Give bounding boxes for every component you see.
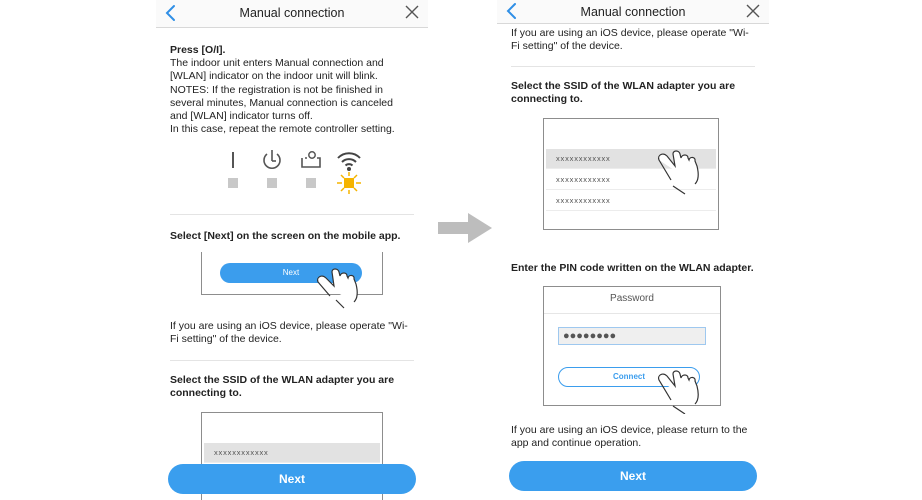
- step-text-line: The indoor unit enters Manual connection and: [170, 57, 384, 70]
- step-text-line: several minutes, Manual connection is canceled: [170, 96, 393, 109]
- ssid-list-item[interactable]: xxxxxxxxxxxx: [546, 191, 716, 211]
- filter-indicator: [296, 148, 326, 194]
- note-line: app and continue operation.: [511, 437, 642, 450]
- step-heading-pin: Enter the PIN code written on the WLAN adapter.: [511, 262, 754, 274]
- step-heading: Press [O/I].: [170, 44, 226, 56]
- next-button[interactable]: Next: [168, 464, 416, 494]
- close-x-icon[interactable]: [745, 3, 761, 19]
- divider: [511, 66, 755, 67]
- divider: [170, 360, 414, 361]
- indicator-lamp-off: [267, 178, 277, 188]
- step-heading-ssid: [170, 374, 414, 400]
- step-text-line: [WLAN] indicator on the indoor unit will blink.: [170, 70, 378, 83]
- heading-line: Select the SSID of the WLAN adapter you are: [511, 80, 736, 92]
- timer-icon: [257, 148, 287, 174]
- illustration-next-button: Next: [220, 263, 362, 283]
- connect-button[interactable]: Connect: [558, 367, 700, 387]
- tap-hand-icon: [314, 262, 370, 310]
- step-text-line: NOTES: If the registration is not be finished in: [170, 83, 384, 96]
- heading-line: Select the SSID of the WLAN adapter you are: [170, 374, 395, 386]
- page-title: Manual connection: [239, 6, 345, 20]
- header: [497, 0, 769, 24]
- heading-line: connecting to.: [511, 93, 583, 106]
- indicator-lamp-off: [306, 178, 316, 188]
- right-arrow-icon: [438, 213, 492, 243]
- right-phone-screen: [497, 0, 769, 500]
- filter-icon: [296, 148, 326, 174]
- wifi-icon: [334, 148, 364, 174]
- note-line: Fi setting" of the device.: [170, 333, 282, 346]
- note-line: Fi setting" of the device.: [511, 40, 623, 53]
- dialog-separator: [544, 313, 720, 314]
- divider: [170, 214, 414, 215]
- ssid-list-item[interactable]: xxxxxxxxxxxx: [546, 170, 716, 190]
- step-heading-ssid: [511, 80, 755, 106]
- header: [156, 0, 428, 28]
- step-text-line: In this case, repeat the remote controller setting.: [170, 123, 395, 136]
- dialog-title: Password: [610, 293, 654, 304]
- left-phone-screen: [156, 0, 428, 500]
- power-icon: [218, 148, 248, 174]
- step-press-power: [170, 44, 414, 136]
- tap-hand-icon: [655, 370, 711, 414]
- ios-note: [170, 320, 414, 346]
- ios-note: [511, 27, 755, 53]
- tap-hand-icon: [655, 150, 711, 198]
- note-line: If you are using an iOS device, please operate "Wi-: [170, 320, 408, 332]
- password-input[interactable]: ●●●●●●●●: [558, 327, 706, 345]
- note-line: If you are using an iOS device, please operate "Wi-: [511, 27, 749, 39]
- close-x-icon[interactable]: [404, 4, 420, 20]
- wlan-indicator: [334, 148, 364, 194]
- page-title: Manual connection: [580, 5, 686, 19]
- next-button[interactable]: Next: [509, 461, 757, 491]
- step-text-line: and [WLAN] indicator turns off.: [170, 110, 313, 123]
- heading-line: connecting to.: [170, 387, 242, 400]
- power-indicator: [218, 148, 248, 194]
- blink-rays-icon: [334, 172, 364, 194]
- indicator-lamp-off: [228, 178, 238, 188]
- ssid-list-item[interactable]: xxxxxxxxxxxx: [204, 443, 380, 463]
- ios-return-note: [511, 424, 755, 450]
- note-line: If you are using an iOS device, please return to the: [511, 424, 748, 436]
- step-heading: Select [Next] on the screen on the mobile app.: [170, 230, 401, 242]
- timer-indicator: [257, 148, 287, 194]
- ssid-list-item[interactable]: xxxxxxxxxxxx: [546, 149, 716, 169]
